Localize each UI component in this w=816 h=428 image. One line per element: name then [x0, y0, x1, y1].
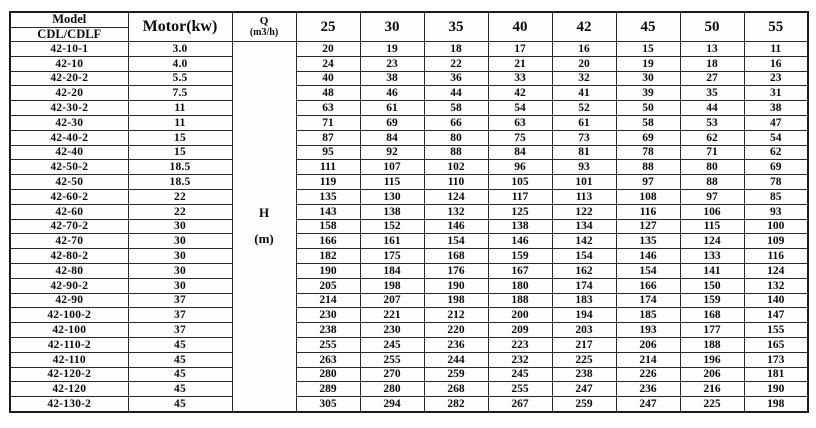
head-value-cell: 20	[552, 56, 616, 71]
head-value-cell: 113	[552, 189, 616, 204]
table-row	[10, 101, 808, 116]
head-value-cell: 107	[360, 160, 424, 175]
motor-power-cell: 45	[128, 367, 232, 382]
head-value-cell: 268	[424, 382, 488, 397]
head-value-cell: 15	[616, 42, 680, 57]
head-value-cell: 143	[296, 204, 360, 219]
head-value-cell: 75	[488, 130, 552, 145]
pump-performance-table	[9, 11, 809, 413]
head-value-cell: 19	[360, 42, 424, 57]
head-value-cell: 190	[744, 382, 808, 397]
table-row	[10, 145, 808, 160]
head-value-cell: 154	[616, 263, 680, 278]
head-value-cell: 247	[552, 382, 616, 397]
head-value-cell: 135	[616, 234, 680, 249]
head-value-cell: 50	[616, 101, 680, 116]
head-value-cell: 42	[488, 86, 552, 101]
table-row	[10, 293, 808, 308]
head-value-cell: 220	[424, 323, 488, 338]
head-value-cell: 108	[616, 189, 680, 204]
head-value-cell: 21	[488, 56, 552, 71]
model-cell: 42-10-1	[10, 42, 128, 57]
head-value-cell: 174	[616, 293, 680, 308]
head-value-cell: 48	[296, 86, 360, 101]
table-row	[10, 263, 808, 278]
head-value-cell: 214	[296, 293, 360, 308]
head-value-cell: 155	[744, 323, 808, 338]
head-value-cell: 44	[680, 101, 744, 116]
head-value-cell: 84	[488, 145, 552, 160]
motor-power-cell: 4.0	[128, 56, 232, 71]
head-value-cell: 188	[488, 293, 552, 308]
head-value-cell: 124	[744, 263, 808, 278]
head-value-cell: 181	[744, 367, 808, 382]
head-value-cell: 58	[616, 115, 680, 130]
model-cell: 42-70-2	[10, 219, 128, 234]
head-value-cell: 280	[296, 367, 360, 382]
motor-power-cell: 37	[128, 308, 232, 323]
head-value-cell: 115	[360, 175, 424, 190]
table-row	[10, 189, 808, 204]
head-value-cell: 142	[552, 234, 616, 249]
table-row	[10, 204, 808, 219]
head-value-cell: 32	[552, 71, 616, 86]
head-value-cell: 69	[616, 130, 680, 145]
head-value-cell: 71	[296, 115, 360, 130]
head-unit-label: (m)	[254, 231, 274, 247]
table-row	[10, 234, 808, 249]
head-value-cell: 182	[296, 249, 360, 264]
head-value-cell: 223	[488, 337, 552, 352]
head-value-cell: 132	[744, 278, 808, 293]
head-value-cell: 105	[488, 175, 552, 190]
table-row	[10, 219, 808, 234]
model-cell: 42-120	[10, 382, 128, 397]
flow-unit-label: (m3/h)	[249, 27, 279, 38]
model-cell: 42-100-2	[10, 308, 128, 323]
head-value-cell: 30	[616, 71, 680, 86]
flow-symbol-label: Q	[259, 15, 269, 27]
model-cell: 42-20-2	[10, 71, 128, 86]
head-value-cell: 106	[680, 204, 744, 219]
head-value-cell: 39	[616, 86, 680, 101]
model-cell: 42-80	[10, 263, 128, 278]
head-value-cell: 175	[360, 249, 424, 264]
head-value-cell: 173	[744, 352, 808, 367]
flow-column-header: 35	[424, 12, 488, 42]
head-value-cell: 167	[488, 263, 552, 278]
head-value-cell: 174	[552, 278, 616, 293]
flow-column-header: 55	[744, 12, 808, 42]
flow-column-header: 42	[552, 12, 616, 42]
model-cell: 42-110-2	[10, 337, 128, 352]
head-value-cell: 198	[424, 293, 488, 308]
table-row	[10, 115, 808, 130]
head-value-cell: 22	[424, 56, 488, 71]
head-value-cell: 226	[616, 367, 680, 382]
model-cell: 42-20	[10, 86, 128, 101]
head-value-cell: 140	[744, 293, 808, 308]
head-value-cell: 294	[360, 397, 424, 412]
table-row	[10, 337, 808, 352]
head-value-cell: 190	[296, 263, 360, 278]
model-cell: 42-90-2	[10, 278, 128, 293]
flow-column-header: 50	[680, 12, 744, 42]
table-row	[10, 56, 808, 71]
flow-column-header: 25	[296, 12, 360, 42]
head-value-cell: 87	[296, 130, 360, 145]
head-value-cell: 166	[616, 278, 680, 293]
table-row	[10, 308, 808, 323]
head-value-cell: 88	[424, 145, 488, 160]
head-value-cell: 20	[296, 42, 360, 57]
model-cell: 42-50-2	[10, 160, 128, 175]
table-row	[10, 175, 808, 190]
head-value-cell: 185	[616, 308, 680, 323]
table-row	[10, 323, 808, 338]
head-value-cell: 259	[552, 397, 616, 412]
head-value-cell: 165	[744, 337, 808, 352]
head-value-cell: 124	[424, 189, 488, 204]
head-value-cell: 221	[360, 308, 424, 323]
head-value-cell: 236	[424, 337, 488, 352]
head-value-cell: 259	[424, 367, 488, 382]
head-value-cell: 24	[296, 56, 360, 71]
model-header-label: Model	[11, 13, 128, 28]
head-value-cell: 150	[680, 278, 744, 293]
head-value-cell: 198	[744, 397, 808, 412]
head-value-cell: 96	[488, 160, 552, 175]
head-value-cell: 168	[424, 249, 488, 264]
motor-power-cell: 37	[128, 293, 232, 308]
motor-power-cell: 30	[128, 234, 232, 249]
head-value-cell: 47	[744, 115, 808, 130]
head-value-cell: 80	[424, 130, 488, 145]
head-value-cell: 58	[424, 101, 488, 116]
head-value-cell: 184	[360, 263, 424, 278]
head-value-cell: 180	[488, 278, 552, 293]
head-value-cell: 236	[616, 382, 680, 397]
head-value-cell: 146	[488, 234, 552, 249]
head-value-cell: 100	[744, 219, 808, 234]
head-value-cell: 132	[424, 204, 488, 219]
table-row	[10, 71, 808, 86]
head-value-cell: 71	[680, 145, 744, 160]
model-cell: 42-60	[10, 204, 128, 219]
head-value-cell: 93	[744, 204, 808, 219]
head-value-cell: 152	[360, 219, 424, 234]
head-value-cell: 245	[488, 367, 552, 382]
motor-power-cell: 11	[128, 115, 232, 130]
table-row	[10, 397, 808, 412]
head-value-cell: 116	[616, 204, 680, 219]
head-value-cell: 35	[680, 86, 744, 101]
model-cell: 42-130-2	[10, 397, 128, 412]
model-cell: 42-50	[10, 175, 128, 190]
head-value-cell: 188	[680, 337, 744, 352]
model-cell: 42-40	[10, 145, 128, 160]
head-value-cell: 255	[488, 382, 552, 397]
head-value-cell: 230	[360, 323, 424, 338]
head-value-cell: 203	[552, 323, 616, 338]
motor-power-cell: 45	[128, 352, 232, 367]
header-row	[10, 12, 808, 42]
model-cell: 42-80-2	[10, 249, 128, 264]
head-value-cell: 200	[488, 308, 552, 323]
head-value-cell: 289	[296, 382, 360, 397]
head-value-cell: 138	[360, 204, 424, 219]
head-value-cell: 97	[616, 175, 680, 190]
motor-power-cell: 5.5	[128, 71, 232, 86]
head-value-cell: 31	[744, 86, 808, 101]
head-value-cell: 122	[552, 204, 616, 219]
head-value-cell: 41	[552, 86, 616, 101]
head-value-cell: 206	[680, 367, 744, 382]
head-value-cell: 62	[744, 145, 808, 160]
table-row	[10, 367, 808, 382]
head-value-cell: 73	[552, 130, 616, 145]
head-value-cell: 16	[552, 42, 616, 57]
motor-header-cell: Motor(kw)	[128, 12, 232, 42]
head-value-cell: 232	[488, 352, 552, 367]
head-value-cell: 19	[616, 56, 680, 71]
head-value-cell: 225	[680, 397, 744, 412]
table-body	[10, 42, 808, 412]
table-row	[10, 278, 808, 293]
table-row	[10, 382, 808, 397]
head-value-cell: 238	[296, 323, 360, 338]
head-value-cell: 168	[680, 308, 744, 323]
head-value-cell: 161	[360, 234, 424, 249]
head-value-cell: 85	[744, 189, 808, 204]
motor-power-cell: 22	[128, 189, 232, 204]
head-value-cell: 101	[552, 175, 616, 190]
head-symbol-label: H	[258, 205, 270, 221]
head-value-cell: 247	[616, 397, 680, 412]
table-row	[10, 352, 808, 367]
head-value-cell: 111	[296, 160, 360, 175]
head-value-cell: 78	[616, 145, 680, 160]
head-value-cell: 280	[360, 382, 424, 397]
head-value-cell: 212	[424, 308, 488, 323]
head-value-cell: 36	[424, 71, 488, 86]
model-cell: 42-30	[10, 115, 128, 130]
head-value-cell: 16	[744, 56, 808, 71]
head-value-cell: 88	[616, 160, 680, 175]
model-series-label: CDL/CDLF	[37, 26, 102, 41]
head-value-cell: 69	[360, 115, 424, 130]
head-value-cell: 18	[680, 56, 744, 71]
head-value-cell: 23	[360, 56, 424, 71]
head-value-cell: 205	[296, 278, 360, 293]
head-value-cell: 115	[680, 219, 744, 234]
head-value-cell: 38	[744, 101, 808, 116]
head-value-cell: 225	[552, 352, 616, 367]
motor-power-cell: 18.5	[128, 175, 232, 190]
head-value-cell: 53	[680, 115, 744, 130]
motor-power-cell: 15	[128, 145, 232, 160]
head-value-cell: 46	[360, 86, 424, 101]
head-value-cell: 255	[360, 352, 424, 367]
head-value-cell: 194	[552, 308, 616, 323]
motor-power-cell: 45	[128, 382, 232, 397]
table-row	[10, 86, 808, 101]
head-value-cell: 127	[616, 219, 680, 234]
model-cell: 42-100	[10, 323, 128, 338]
head-value-cell: 38	[360, 71, 424, 86]
head-value-cell: 80	[680, 160, 744, 175]
head-value-cell: 217	[552, 337, 616, 352]
table-row	[10, 42, 808, 57]
motor-power-cell: 30	[128, 263, 232, 278]
motor-power-cell: 30	[128, 249, 232, 264]
head-value-cell: 17	[488, 42, 552, 57]
head-value-cell: 84	[360, 130, 424, 145]
head-value-cell: 244	[424, 352, 488, 367]
model-cell: 42-120-2	[10, 367, 128, 382]
flow-column-header: 45	[616, 12, 680, 42]
head-value-cell: 207	[360, 293, 424, 308]
head-value-cell: 141	[680, 263, 744, 278]
head-value-cell: 81	[552, 145, 616, 160]
model-cell: 42-30-2	[10, 101, 128, 116]
head-value-cell: 270	[360, 367, 424, 382]
model-cell: 42-90	[10, 293, 128, 308]
model-cell: 42-110	[10, 352, 128, 367]
head-value-cell: 52	[552, 101, 616, 116]
head-value-cell: 159	[680, 293, 744, 308]
head-value-cell: 116	[744, 249, 808, 264]
motor-power-cell: 22	[128, 204, 232, 219]
model-cell: 42-70	[10, 234, 128, 249]
model-cell: 42-10	[10, 56, 128, 71]
head-value-cell: 54	[488, 101, 552, 116]
head-value-cell: 93	[552, 160, 616, 175]
head-value-cell: 162	[552, 263, 616, 278]
motor-power-cell: 37	[128, 323, 232, 338]
motor-power-cell: 45	[128, 397, 232, 412]
head-value-cell: 282	[424, 397, 488, 412]
head-value-cell: 190	[424, 278, 488, 293]
motor-power-cell: 15	[128, 130, 232, 145]
head-value-cell: 92	[360, 145, 424, 160]
head-value-cell: 133	[680, 249, 744, 264]
head-value-cell: 119	[296, 175, 360, 190]
head-value-cell: 158	[296, 219, 360, 234]
head-value-cell: 193	[616, 323, 680, 338]
table-row	[10, 160, 808, 175]
model-header-cell	[10, 12, 128, 42]
head-value-cell: 125	[488, 204, 552, 219]
head-value-cell: 102	[424, 160, 488, 175]
head-value-cell: 110	[424, 175, 488, 190]
motor-power-cell: 45	[128, 337, 232, 352]
head-value-cell: 138	[488, 219, 552, 234]
motor-power-cell: 3.0	[128, 42, 232, 57]
head-value-cell: 154	[424, 234, 488, 249]
head-value-cell: 134	[552, 219, 616, 234]
flow-header-cell	[232, 12, 296, 42]
flow-column-header: 30	[360, 12, 424, 42]
head-value-cell: 11	[744, 42, 808, 57]
head-value-cell: 124	[680, 234, 744, 249]
head-unit-cell	[232, 42, 296, 412]
head-value-cell: 146	[616, 249, 680, 264]
head-value-cell: 13	[680, 42, 744, 57]
head-value-cell: 18	[424, 42, 488, 57]
head-value-cell: 33	[488, 71, 552, 86]
head-value-cell: 206	[616, 337, 680, 352]
head-value-cell: 176	[424, 263, 488, 278]
motor-power-cell: 7.5	[128, 86, 232, 101]
head-value-cell: 146	[424, 219, 488, 234]
head-value-cell: 245	[360, 337, 424, 352]
motor-power-cell: 18.5	[128, 160, 232, 175]
motor-power-cell: 30	[128, 278, 232, 293]
head-value-cell: 230	[296, 308, 360, 323]
head-value-cell: 216	[680, 382, 744, 397]
head-value-cell: 154	[552, 249, 616, 264]
head-value-cell: 62	[680, 130, 744, 145]
head-value-cell: 135	[296, 189, 360, 204]
head-value-cell: 66	[424, 115, 488, 130]
head-value-cell: 63	[488, 115, 552, 130]
head-value-cell: 109	[744, 234, 808, 249]
head-value-cell: 166	[296, 234, 360, 249]
model-cell: 42-40-2	[10, 130, 128, 145]
head-value-cell: 130	[360, 189, 424, 204]
table-row	[10, 130, 808, 145]
head-value-cell: 97	[680, 189, 744, 204]
head-value-cell: 198	[360, 278, 424, 293]
head-value-cell: 27	[680, 71, 744, 86]
head-value-cell: 209	[488, 323, 552, 338]
head-value-cell: 40	[296, 71, 360, 86]
motor-power-cell: 11	[128, 101, 232, 116]
head-value-cell: 95	[296, 145, 360, 160]
head-value-cell: 54	[744, 130, 808, 145]
motor-power-cell: 30	[128, 219, 232, 234]
head-value-cell: 196	[680, 352, 744, 367]
head-value-cell: 78	[744, 175, 808, 190]
head-value-cell: 255	[296, 337, 360, 352]
head-value-cell: 61	[360, 101, 424, 116]
table-row	[10, 249, 808, 264]
head-value-cell: 44	[424, 86, 488, 101]
head-value-cell: 238	[552, 367, 616, 382]
head-value-cell: 63	[296, 101, 360, 116]
head-value-cell: 88	[680, 175, 744, 190]
head-value-cell: 69	[744, 160, 808, 175]
head-value-cell: 117	[488, 189, 552, 204]
flow-column-header: 40	[488, 12, 552, 42]
head-value-cell: 147	[744, 308, 808, 323]
head-value-cell: 177	[680, 323, 744, 338]
head-value-cell: 267	[488, 397, 552, 412]
head-value-cell: 61	[552, 115, 616, 130]
model-cell: 42-60-2	[10, 189, 128, 204]
head-value-cell: 263	[296, 352, 360, 367]
head-value-cell: 305	[296, 397, 360, 412]
head-value-cell: 23	[744, 71, 808, 86]
head-value-cell: 159	[488, 249, 552, 264]
head-value-cell: 214	[616, 352, 680, 367]
head-value-cell: 183	[552, 293, 616, 308]
